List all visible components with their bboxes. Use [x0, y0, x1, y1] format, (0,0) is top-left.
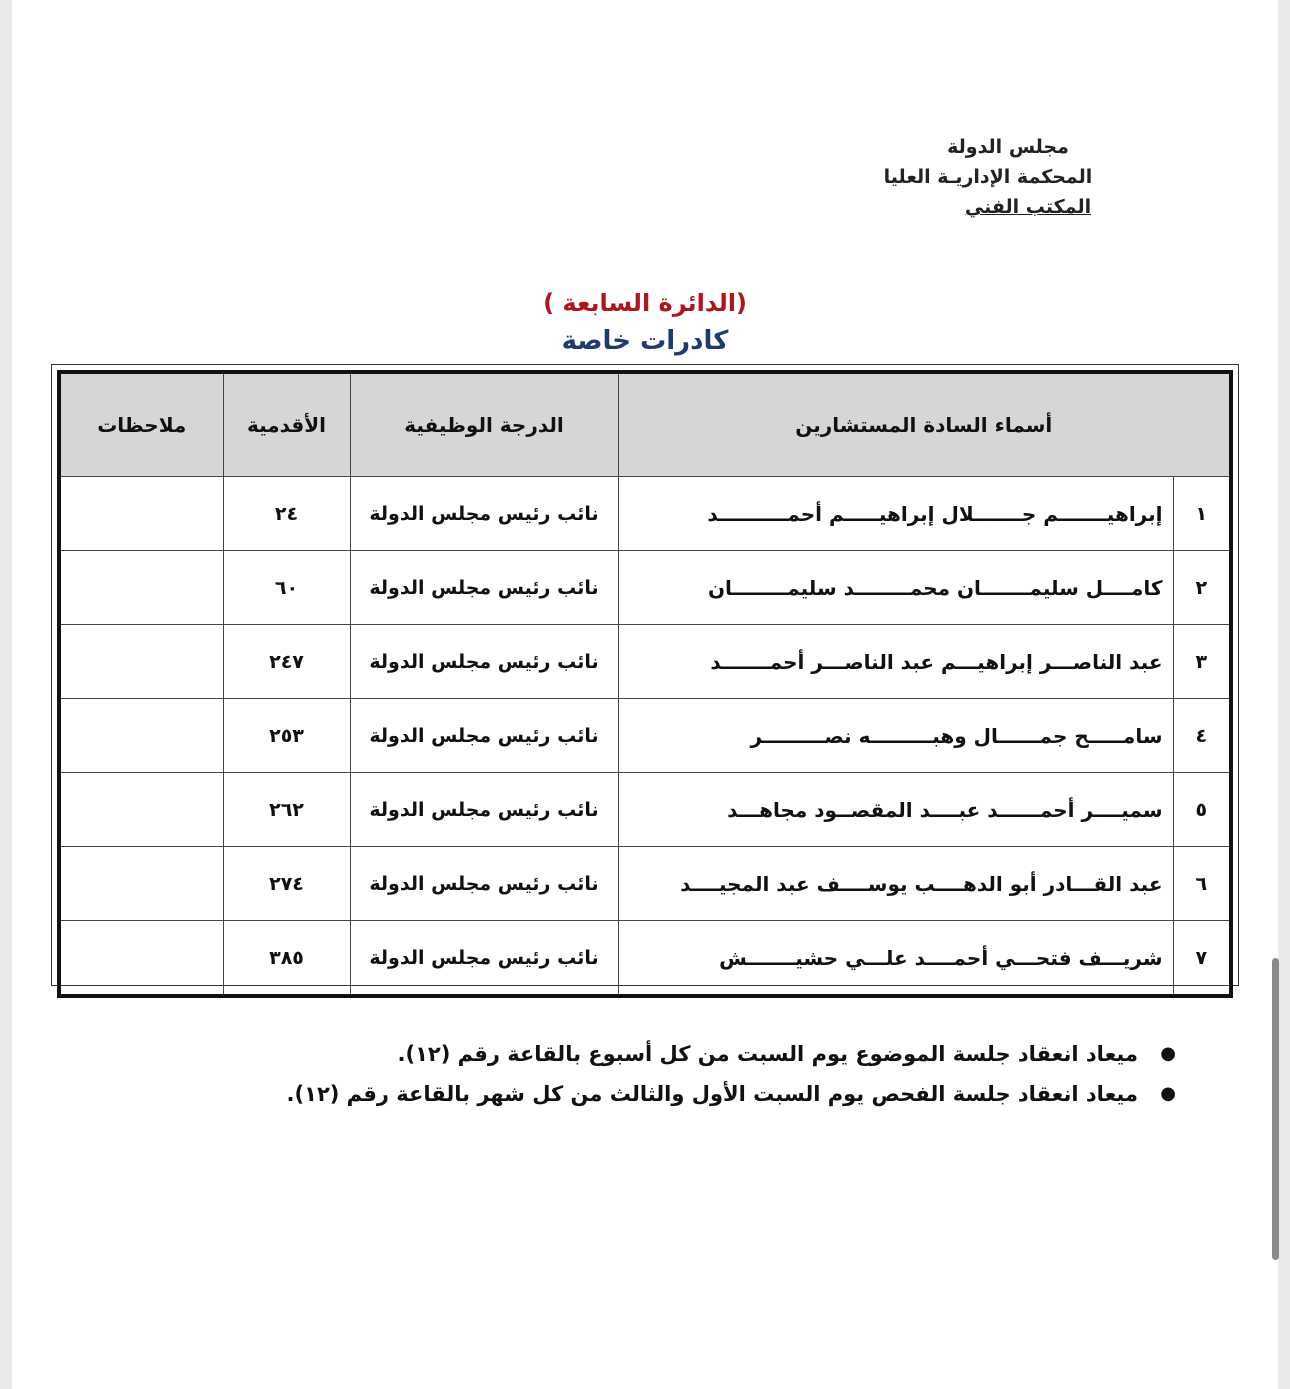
- seniority: ٢٥٣: [223, 699, 350, 773]
- row-number: ٤: [1173, 699, 1231, 773]
- seniority: ٦٠: [223, 551, 350, 625]
- job-grade: نائب رئيس مجلس الدولة: [350, 847, 618, 921]
- notes-cell: [59, 699, 223, 773]
- counselor-name: عبد القـــادر أبو الدهــــب يوســــف عبد المجيــــد: [618, 847, 1173, 921]
- document-header: [828, 132, 1148, 222]
- job-grade: نائب رئيس مجلس الدولة: [350, 773, 618, 847]
- table-row: [59, 625, 1231, 699]
- notes-cell: [59, 847, 223, 921]
- header-office: المكتب الفني: [964, 196, 1092, 218]
- row-number: ٥: [1173, 773, 1231, 847]
- row-number: ١: [1173, 477, 1231, 551]
- note-item: [276, 1034, 1176, 1074]
- notes-cell: [59, 477, 223, 551]
- table-row: [59, 551, 1231, 625]
- table-row: [59, 847, 1231, 921]
- row-number: ٧: [1173, 921, 1231, 997]
- row-number: ٣: [1173, 625, 1231, 699]
- vertical-scrollbar[interactable]: [1272, 958, 1279, 1260]
- row-number: ٢: [1173, 551, 1231, 625]
- counselor-name: شريـــف فتحـــي أحمــــد علـــي حشيـــــــش: [618, 921, 1173, 997]
- job-grade: نائب رئيس مجلس الدولة: [350, 625, 618, 699]
- seniority: ٢٧٤: [223, 847, 350, 921]
- document-titles: [0, 284, 1290, 360]
- header-notes: ملاحظات: [59, 372, 223, 477]
- table-row: [59, 921, 1231, 997]
- header-names: أسماء السادة المستشارين: [618, 372, 1231, 477]
- seniority: ٢٤٧: [223, 625, 350, 699]
- counselor-name: سميــــر أحمــــــد عبــــد المقصــود مجاهـــد: [618, 773, 1173, 847]
- counselor-name: سامـــــح جمــــــال وهبـــــــــه نصـــــــــر: [618, 699, 1173, 773]
- header-seniority: الأقدمية: [223, 372, 350, 477]
- job-grade: نائب رئيس مجلس الدولة: [350, 551, 618, 625]
- counselor-name: عبد الناصـــر إبراهيـــم عبد الناصـــر أحمـــــــد: [618, 625, 1173, 699]
- table-row: [59, 699, 1231, 773]
- row-number: ٦: [1173, 847, 1231, 921]
- subtitle: كادرات خاصة: [561, 326, 729, 356]
- notes-cell: [59, 551, 223, 625]
- job-grade: نائب رئيس مجلس الدولة: [350, 699, 618, 773]
- counselors-table: [57, 370, 1233, 998]
- job-grade: نائب رئيس مجلس الدولة: [350, 477, 618, 551]
- note-item: [276, 1074, 1176, 1114]
- session-notes: [276, 1034, 1176, 1114]
- bullet-icon: ●: [1160, 1083, 1176, 1104]
- table-header-row: [59, 372, 1231, 477]
- seniority: ٣٨٥: [223, 921, 350, 997]
- header-council: مجلس الدولة: [947, 136, 1069, 158]
- counselor-name: إبراهيـــــــم جـــــــلال إبراهيـــــم أحمــــــــــد: [618, 477, 1173, 551]
- circuit-title: (الدائرة السابعة ): [543, 289, 747, 317]
- header-grade: الدرجة الوظيفية: [350, 372, 618, 477]
- counselors-table-frame: [51, 364, 1239, 986]
- header-court: المحكمة الإداريـة العليا: [883, 166, 1093, 188]
- notes-cell: [59, 625, 223, 699]
- counselor-name: كامــــل سليمـــــــان محمــــــــد سليمــــــــان: [618, 551, 1173, 625]
- table-row: [59, 477, 1231, 551]
- seniority: ٢٤: [223, 477, 350, 551]
- note-text: ميعاد انعقاد جلسة الفحص يوم السبت الأول والثالث من كل شهر بالقاعة رقم (١٢).: [286, 1082, 1138, 1106]
- notes-cell: [59, 921, 223, 997]
- note-text: ميعاد انعقاد جلسة الموضوع يوم السبت من كل أسبوع بالقاعة رقم (١٢).: [397, 1042, 1138, 1066]
- job-grade: نائب رئيس مجلس الدولة: [350, 921, 618, 997]
- notes-cell: [59, 773, 223, 847]
- seniority: ٢٦٢: [223, 773, 350, 847]
- bullet-icon: ●: [1160, 1043, 1176, 1064]
- table-row: [59, 773, 1231, 847]
